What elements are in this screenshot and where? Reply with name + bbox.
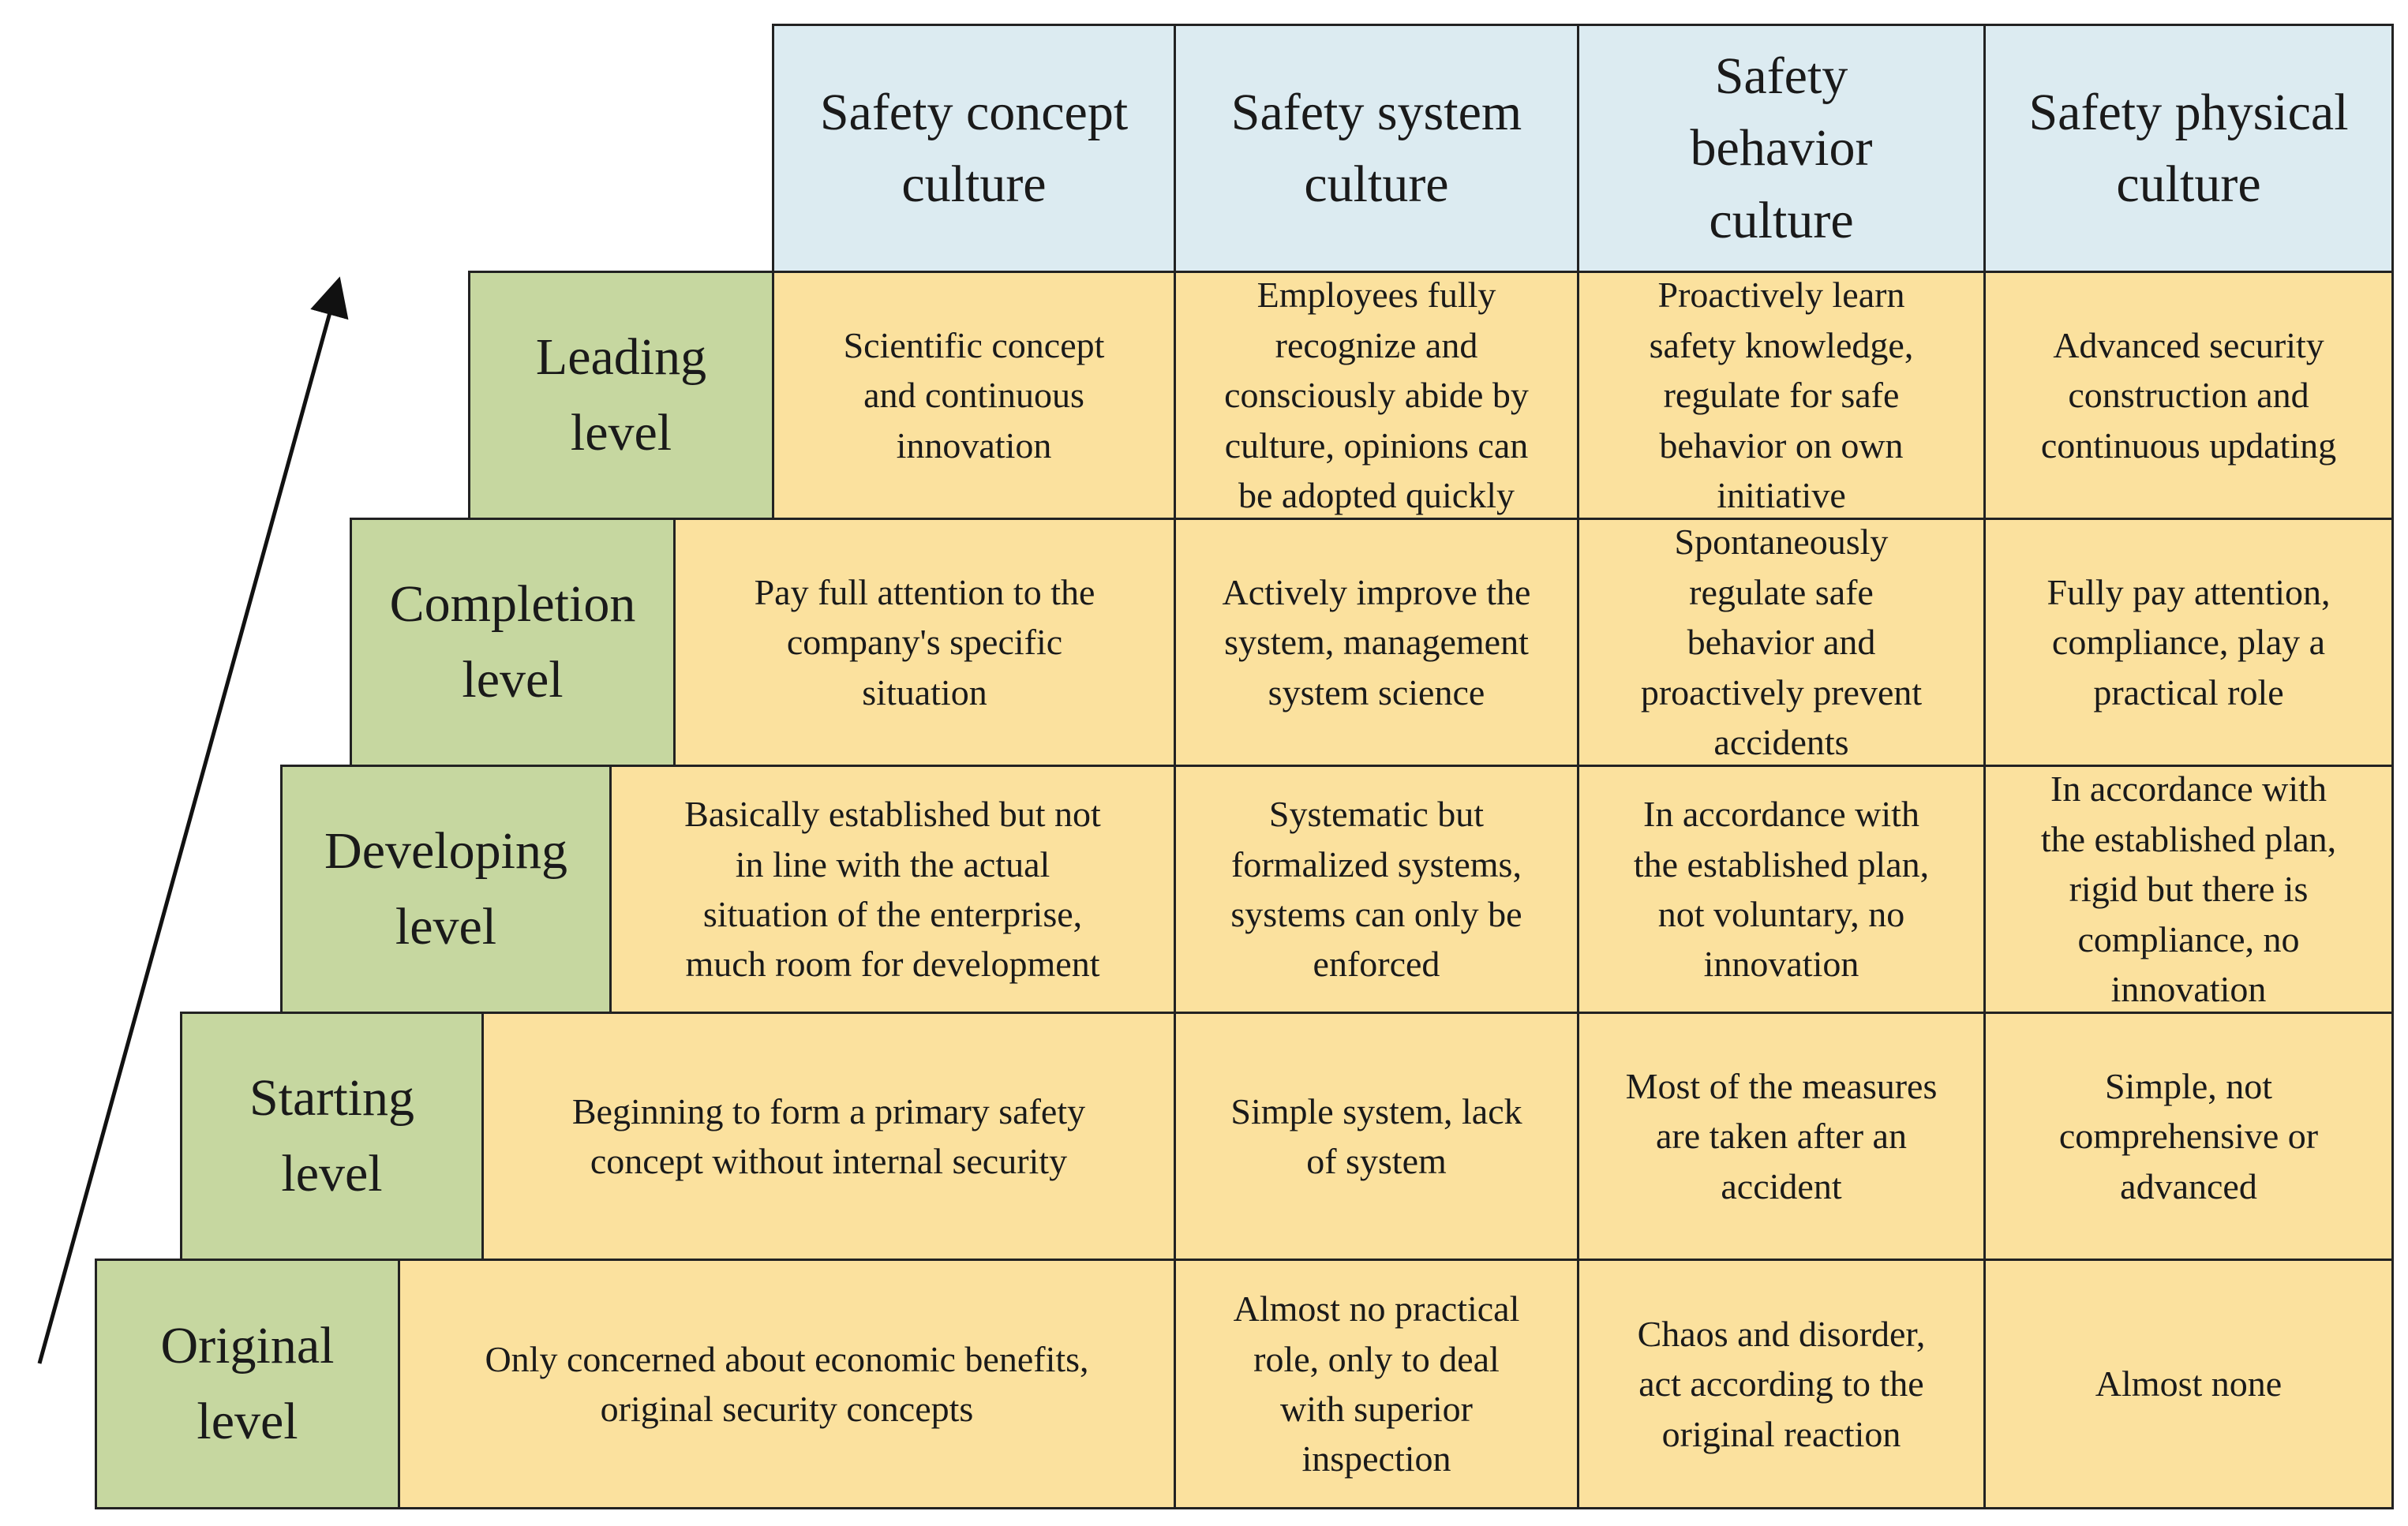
cell-original-physical [1983,1259,2394,1509]
level-label: Leading level [535,328,707,462]
level-label: Developing level [324,822,567,956]
cell-text: Employees fully recognize and consciously abide by culture, opinions can be adopted quickly [1224,275,1529,516]
cell-developing-system [1174,765,1579,1014]
cell-text: Beginning to form a primary safety concept without internal security [571,1090,1086,1181]
level-starting [180,1012,484,1261]
cell-text: Almost no practical role, only to deal with superior inspection [1233,1288,1520,1479]
column-header-safety-physical [1983,24,2394,273]
cell-leading-system [1174,271,1579,520]
cell-text: In accordance with the established plan, not voluntary, no innovation [1633,794,1930,985]
cell-text: Spontaneously regulate safe behavior and proactively prevent accidents [1640,522,1923,763]
level-original [95,1259,400,1509]
cell-text: Most of the measures are taken after an accident [1625,1065,1938,1206]
level-developing [280,765,612,1014]
cell-completion-behavior [1577,518,1986,767]
level-completion [350,518,676,767]
cell-text: Chaos and disorder, act according to the original reaction [1637,1313,1926,1454]
level-leading [468,271,774,520]
column-header-safety-behavior [1577,24,1986,273]
cell-completion-system [1174,518,1579,767]
cell-leading-behavior [1577,271,1986,520]
level-label: Original level [160,1317,335,1450]
cell-starting-system [1174,1012,1579,1261]
cell-text: Actively improve the system, management system science [1222,571,1531,713]
cell-text: Pay full attention to the company's specific situation [754,571,1095,713]
cell-developing-behavior [1577,765,1986,1014]
cell-completion-physical [1983,518,2394,767]
cell-original-system [1174,1259,1579,1509]
cell-original-concept [398,1259,1176,1509]
cell-leading-physical [1983,271,2394,520]
cell-text: Basically established but not in line with the actual situation of the enterprise, much room for development [684,794,1101,985]
cell-text: Only concerned about economic benefits, original security concepts [485,1338,1089,1429]
cell-text: Fully pay attention, compliance, play a practical role [2047,571,2331,713]
cell-starting-concept [481,1012,1176,1261]
column-header-label: Safety physical culture [2028,83,2349,213]
column-header-safety-concept [772,24,1176,273]
cell-leading-concept [772,271,1176,520]
cell-developing-concept [609,765,1176,1014]
cell-completion-concept [673,518,1176,767]
level-label: Completion level [389,575,636,709]
column-header-safety-system [1174,24,1579,273]
cell-text: Almost none [2095,1363,2283,1404]
cell-text: Simple, not comprehensive or advanced [2058,1065,2319,1206]
cell-text: Simple system, lack of system [1230,1090,1522,1181]
cell-starting-behavior [1577,1012,1986,1261]
cell-developing-physical [1983,765,2394,1014]
cell-text: Systematic but formalized systems, systems can only be enforced [1230,794,1522,985]
cell-starting-physical [1983,1012,2394,1261]
cell-text: Proactively learn safety knowledge, regulate for safe behavior on own initiative [1649,275,1914,516]
cell-text: In accordance with the established plan, rigid but there is compliance, no innovation [2040,769,2337,1010]
cell-text: Scientific concept and continuous innovation [843,324,1105,466]
column-header-label: Safety behavior culture [1690,47,1873,249]
column-header-label: Safety system culture [1230,83,1522,213]
cell-original-behavior [1577,1259,1986,1509]
cell-text: Advanced security construction and continuous updating [2040,324,2337,466]
level-label: Starting level [249,1069,414,1202]
column-header-label: Safety concept culture [819,83,1129,213]
